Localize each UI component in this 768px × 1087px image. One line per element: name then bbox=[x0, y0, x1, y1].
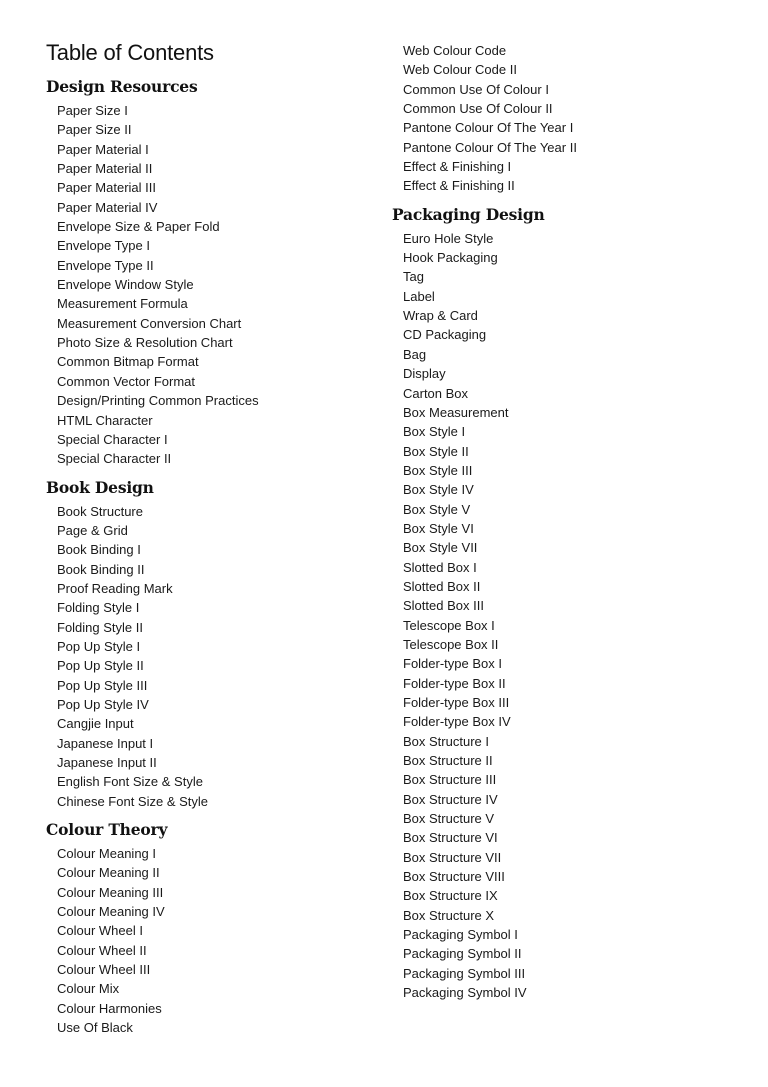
toc-entry[interactable]: Envelope Window Style bbox=[57, 277, 194, 293]
toc-entry[interactable]: Pantone Colour Of The Year I bbox=[403, 120, 574, 136]
toc-entry[interactable]: Book Structure bbox=[57, 503, 143, 519]
toc-entry[interactable]: Common Bitmap Format bbox=[57, 354, 199, 370]
toc-entry[interactable]: Colour Wheel I bbox=[57, 923, 143, 939]
right-column bbox=[392, 41, 752, 1003]
section-title-colour-theory: Colour Theory bbox=[46, 820, 168, 840]
toc-entry[interactable]: Folder-type Box I bbox=[403, 656, 502, 672]
toc-entry[interactable]: Hook Packaging bbox=[403, 250, 498, 266]
toc-entry[interactable]: Common Vector Format bbox=[57, 373, 195, 389]
list-design-resources bbox=[46, 101, 366, 469]
toc-entry[interactable]: Euro Hole Style bbox=[403, 230, 494, 246]
toc-entry[interactable]: Paper Size I bbox=[57, 103, 128, 118]
toc-entry[interactable]: Folder-type Box IV bbox=[403, 714, 511, 730]
toc-entry[interactable]: Paper Size II bbox=[57, 122, 132, 138]
toc-entry[interactable]: Effect & Finishing I bbox=[403, 159, 512, 175]
toc-entry[interactable]: Box Measurement bbox=[403, 404, 509, 420]
toc-entry[interactable]: Display bbox=[403, 366, 446, 382]
toc-entry[interactable]: Slotted Box I bbox=[403, 559, 477, 575]
toc-entry[interactable]: Special Character II bbox=[57, 451, 172, 467]
section-title-book-design: Book Design bbox=[46, 477, 154, 497]
toc-entry[interactable]: Web Colour Code II bbox=[403, 62, 517, 78]
toc-entry[interactable]: Paper Material II bbox=[57, 161, 153, 177]
toc-entry[interactable]: Box Structure VIII bbox=[403, 869, 505, 885]
toc-entry[interactable]: Book Binding II bbox=[57, 561, 145, 577]
toc-entry[interactable]: Common Use Of Colour II bbox=[403, 101, 553, 117]
list-colour-theory bbox=[46, 844, 366, 1037]
toc-entry[interactable]: Box Structure VI bbox=[403, 830, 498, 846]
toc-entry[interactable]: Box Structure I bbox=[403, 733, 489, 749]
toc-entry[interactable]: Cangjie Input bbox=[57, 716, 134, 732]
toc-entry[interactable]: Colour Wheel III bbox=[57, 962, 151, 978]
toc-entry[interactable]: Telescope Box II bbox=[403, 636, 499, 652]
toc-entry[interactable]: Folder-type Box III bbox=[403, 695, 510, 710]
toc-entry[interactable]: Tag bbox=[403, 269, 424, 285]
toc-entry[interactable]: HTML Character bbox=[57, 412, 153, 428]
toc-entry[interactable]: Folding Style II bbox=[57, 619, 143, 635]
toc-entry[interactable]: Bag bbox=[403, 346, 427, 362]
toc-entry[interactable]: Slotted Box II bbox=[403, 578, 481, 594]
toc-entry[interactable]: Box Style IV bbox=[403, 482, 474, 498]
toc-entry[interactable]: Pantone Colour Of The Year II bbox=[403, 139, 577, 155]
toc-entry[interactable]: CD Packaging bbox=[403, 327, 487, 343]
toc-entry[interactable]: Photo Size & Resolution Chart bbox=[57, 335, 233, 351]
toc-entry[interactable]: Measurement Conversion Chart bbox=[57, 315, 242, 331]
toc-entry[interactable]: Box Style III bbox=[403, 462, 473, 478]
page-title: Table of Contents bbox=[46, 40, 214, 65]
toc-entry[interactable]: Box Structure IX bbox=[403, 888, 498, 904]
toc-entry[interactable]: Folder-type Box II bbox=[403, 675, 506, 691]
toc-entry[interactable]: Telescope Box I bbox=[403, 617, 495, 633]
toc-entry[interactable]: Colour Wheel II bbox=[57, 942, 147, 958]
toc-entry[interactable]: Use Of Black bbox=[57, 1020, 133, 1036]
list-packaging-design bbox=[392, 229, 752, 1003]
toc-entry[interactable]: Box Style V bbox=[403, 501, 471, 517]
toc-entry[interactable]: Special Character I bbox=[57, 431, 168, 447]
toc-entry[interactable]: Packaging Symbol I bbox=[403, 927, 518, 943]
toc-entry[interactable]: Colour Meaning I bbox=[57, 846, 156, 862]
toc-entry[interactable]: Colour Meaning II bbox=[57, 865, 160, 881]
toc-entry[interactable]: Box Structure IV bbox=[403, 791, 498, 807]
toc-entry[interactable]: Box Style I bbox=[403, 424, 466, 440]
toc-entry[interactable]: Colour Meaning IV bbox=[57, 904, 165, 920]
toc-entry[interactable]: Paper Material I bbox=[57, 141, 149, 157]
toc-entry[interactable]: Folding Style I bbox=[57, 600, 140, 616]
list-book-design bbox=[46, 502, 366, 812]
toc-entry[interactable]: Measurement Formula bbox=[57, 296, 188, 312]
toc-entry[interactable]: Box Structure III bbox=[403, 772, 497, 788]
toc-entry[interactable]: Box Structure X bbox=[403, 907, 495, 923]
toc-entry[interactable]: Common Use Of Colour I bbox=[403, 81, 549, 97]
toc-entry[interactable]: Proof Reading Mark bbox=[57, 580, 173, 596]
toc-entry[interactable]: Wrap & Card bbox=[403, 308, 478, 324]
toc-entry[interactable]: Label bbox=[403, 288, 435, 304]
toc-entry[interactable]: Pop Up Style II bbox=[57, 658, 144, 674]
section-title-packaging-design: Packaging Design bbox=[392, 204, 545, 224]
toc-entry[interactable]: Carton Box bbox=[403, 385, 469, 401]
toc-entry[interactable]: Colour Meaning III bbox=[57, 884, 164, 900]
toc-entry[interactable]: Pop Up Style III bbox=[57, 677, 148, 693]
toc-entry[interactable]: Box Style II bbox=[403, 443, 469, 459]
toc-entry[interactable]: English Font Size & Style bbox=[57, 774, 203, 790]
toc-entry[interactable]: Book Binding I bbox=[57, 542, 141, 558]
toc-entry[interactable]: Pop Up Style I bbox=[57, 638, 141, 654]
toc-entry[interactable]: Envelope Type II bbox=[57, 257, 154, 273]
toc-entry[interactable]: Paper Material III bbox=[57, 180, 156, 196]
toc-entry[interactable]: Japanese Input I bbox=[57, 735, 154, 751]
toc-entry[interactable]: Chinese Font Size & Style bbox=[57, 793, 209, 809]
toc-entry[interactable]: Japanese Input II bbox=[57, 755, 157, 770]
section-title-design-resources: Design Resources bbox=[46, 77, 198, 96]
toc-entry[interactable]: Envelope Size & Paper Fold bbox=[57, 219, 220, 235]
list-colour-theory-continued bbox=[392, 41, 752, 196]
toc-entry[interactable]: Box Structure VII bbox=[403, 849, 502, 865]
toc-entry[interactable]: Paper Material IV bbox=[57, 199, 158, 215]
toc-entry[interactable]: Effect & Finishing II bbox=[403, 178, 515, 194]
toc-entry[interactable]: Packaging Symbol III bbox=[403, 965, 526, 981]
toc-entry[interactable]: Packaging Symbol II bbox=[403, 946, 522, 962]
toc-entry[interactable]: Colour Harmonies bbox=[57, 1000, 162, 1016]
toc-entry[interactable]: Box Structure V bbox=[403, 811, 495, 827]
toc-entry[interactable]: Page & Grid bbox=[57, 522, 128, 538]
toc-entry[interactable]: Slotted Box III bbox=[403, 598, 484, 614]
toc-entry[interactable]: Box Style VII bbox=[403, 540, 478, 556]
toc-entry[interactable]: Colour Mix bbox=[57, 981, 120, 997]
toc-entry[interactable]: Envelope Type I bbox=[57, 238, 150, 254]
toc-entry[interactable]: Packaging Symbol IV bbox=[403, 985, 527, 1001]
left-column bbox=[46, 76, 366, 1037]
toc-entry[interactable]: Web Colour Code bbox=[403, 43, 507, 58]
toc-entry[interactable]: Design/Printing Common Practices bbox=[57, 393, 259, 409]
toc-entry[interactable]: Box Style VI bbox=[403, 520, 474, 536]
toc-entry[interactable]: Box Structure II bbox=[403, 753, 493, 769]
toc-entry[interactable]: Pop Up Style IV bbox=[57, 696, 149, 712]
